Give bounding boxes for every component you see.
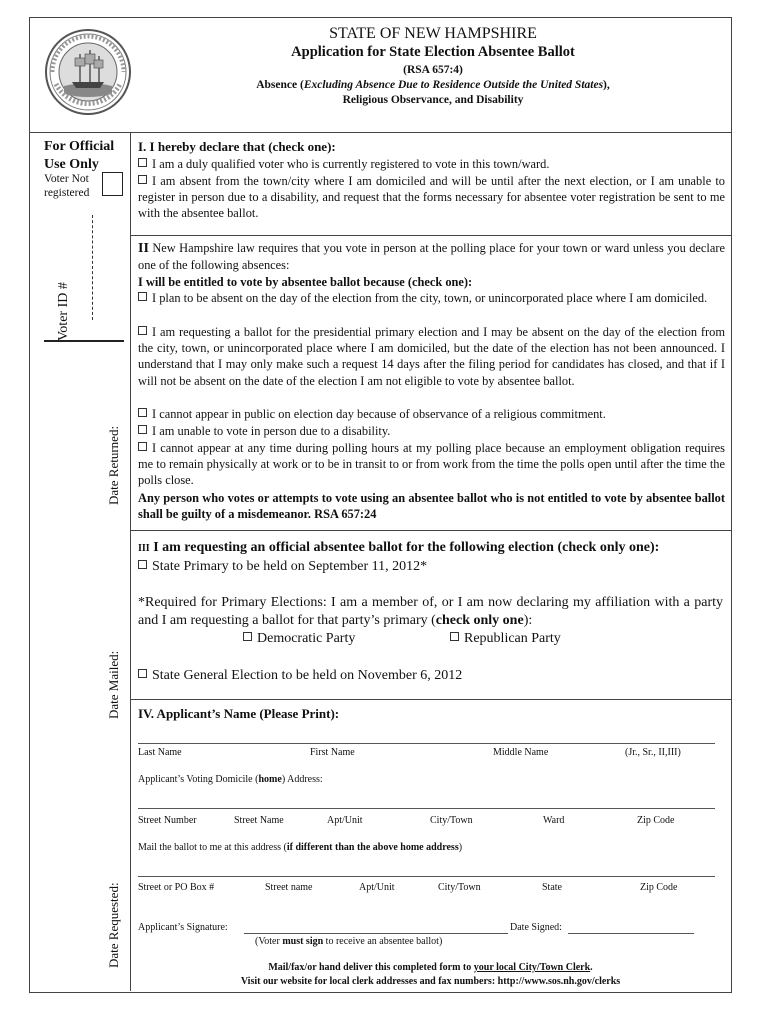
sidebar-rule xyxy=(44,340,124,342)
checkbox-icon[interactable] xyxy=(138,158,147,167)
domicile-label: Applicant’s Voting Domicile (home) Address: xyxy=(138,774,323,785)
mailing-address-input[interactable] xyxy=(138,876,715,877)
section2-option-religious[interactable]: I cannot appear in public on election day because of observance of a religious commitment. xyxy=(138,406,606,422)
date-signed-label: Date Signed: xyxy=(510,922,562,933)
checkbox-icon[interactable] xyxy=(138,292,147,301)
checkbox-icon[interactable] xyxy=(138,425,147,434)
mailing-address-label: Mail the ballot to me at this address (if different than the above home address) xyxy=(138,842,463,853)
section3-divider xyxy=(130,699,731,700)
option-general-election[interactable]: State General Election to be held on November 6, 2012 xyxy=(138,668,462,684)
domicile-address-input[interactable] xyxy=(138,808,715,809)
voter-id-label: Voter ID # xyxy=(56,282,71,341)
mail-state-label: State xyxy=(542,882,562,893)
checkbox-icon[interactable] xyxy=(450,632,459,641)
must-sign-note: (Voter must sign to receive an absentee ballot) xyxy=(255,936,443,947)
option-republican-party[interactable]: Republican Party xyxy=(450,631,561,647)
section1-heading: I. I hereby declare that (check one): xyxy=(138,139,336,154)
absence-subtitle-line2: Religious Observance, and Disability xyxy=(342,94,524,106)
absence-subtitle: Absence (Excluding Absence Due to Residence Outside the United States), xyxy=(256,79,610,91)
mail-city-town-label: City/Town xyxy=(438,882,481,893)
section4-heading: IV. Applicant’s Name (Please Print): xyxy=(138,706,340,721)
date-signed-input[interactable] xyxy=(568,933,694,934)
official-use-label: For Official Use Only xyxy=(44,139,115,172)
footer-instruction: Mail/fax/or hand deliver this completed form to your local City/Town Clerk. xyxy=(268,962,593,973)
primary-requirement: *Required for Primary Elections: I am a member of, or I am now declaring my affiliation with a party and I am requesting a ballot for that party’s primary (check only one): xyxy=(138,595,723,628)
po-box-label: Street or PO Box # xyxy=(138,882,215,893)
city-town-label: City/Town xyxy=(430,815,473,826)
checkbox-icon[interactable] xyxy=(138,560,147,569)
suffix-label: (Jr., Sr., II,III) xyxy=(625,747,681,758)
street-name-label: Street Name xyxy=(234,815,284,826)
section1-option-absent[interactable]: I am absent from the town/city where I am domiciled and will be until after the next election, or I am unable to register in person due to a disability, and request that the forms necessary for absentee voter registration be sent to me with the absentee ballot. xyxy=(138,174,725,221)
zip-code-label: Zip Code xyxy=(637,815,675,826)
last-name-label: Last Name xyxy=(138,747,182,758)
state-heading: STATE OF NEW HAMPSHIRE xyxy=(329,25,537,42)
section2-divider xyxy=(130,530,731,531)
section3-heading: III I am requesting an official absentee ballot for the following election (check only one): xyxy=(138,540,660,555)
option-state-primary[interactable]: State Primary to be held on September 11, 2012* xyxy=(138,559,427,575)
voter-not-registered-checkbox[interactable] xyxy=(102,172,123,196)
checkbox-icon[interactable] xyxy=(138,442,147,451)
mail-apt-unit-label: Apt/Unit xyxy=(359,882,395,893)
option-democratic-party[interactable]: Democratic Party xyxy=(243,631,355,647)
date-mailed-label: Date Mailed: xyxy=(106,650,121,719)
section2-option-presidential[interactable]: I am requesting a ballot for the presidential primary election and I may be absent on the day of the election from the city, town, or unincorporated place where I am domiciled, but the date of the election has not been announced. I understand that I may only make such a request 14 days after the filing period for candidates has closed, and that if I will not be absent on the date of the election I am not eligible to vote by absentee ballot. xyxy=(138,325,725,388)
street-number-label: Street Number xyxy=(138,815,197,826)
section2-heading: I will be entitled to vote by absentee ballot because (check one): xyxy=(138,275,473,289)
mail-street-name-label: Street name xyxy=(265,882,313,893)
checkbox-icon[interactable] xyxy=(138,326,147,335)
mail-zip-code-label: Zip Code xyxy=(640,882,678,893)
section2-option-absent[interactable]: I plan to be absent on the day of the election from the city, town, or unincorporated place where I am domiciled. xyxy=(138,290,725,306)
signature-input[interactable] xyxy=(244,933,508,934)
name-input[interactable] xyxy=(138,743,715,744)
section2-option-disability[interactable]: I am unable to vote in person due to a disability. xyxy=(138,423,390,439)
voter-id-field[interactable] xyxy=(92,215,93,320)
section2-warning: Any person who votes or attempts to vote using an absentee ballot who is not entitled to vote by absentee ballot shall be guilty of a misdemeanor. RSA 657:24 xyxy=(138,491,725,522)
section2-intro: II New Hampshire law requires that you vote in person at the polling place for your town or ward unless you declare one of the following absences: xyxy=(138,241,725,273)
date-requested-label: Date Requested: xyxy=(106,882,121,968)
checkbox-icon[interactable] xyxy=(138,408,147,417)
voter-not-registered-label: Voter Not registered xyxy=(44,173,90,199)
first-name-label: First Name xyxy=(310,747,355,758)
middle-name-label: Middle Name xyxy=(493,747,549,758)
section2-option-employment[interactable]: I cannot appear at any time during polling hours at my polling place because an employment obligation requires me to remain physically at work or to be in transit to or from work from the time the polls open until after the time the polls close. xyxy=(138,441,725,488)
rsa-reference: (RSA 657:4) xyxy=(403,64,463,76)
signature-label: Applicant’s Signature: xyxy=(138,922,228,933)
state-seal-icon xyxy=(44,24,132,120)
ward-label: Ward xyxy=(543,815,565,826)
date-returned-label: Date Returned: xyxy=(106,425,121,505)
checkbox-icon[interactable] xyxy=(138,669,147,678)
footer-website: Visit our website for local clerk addresses and fax numbers: http://www.sos.nh.gov/clerks xyxy=(240,976,621,987)
section1-divider xyxy=(130,235,731,236)
header-divider xyxy=(29,132,731,133)
checkbox-icon[interactable] xyxy=(243,632,252,641)
section1-option-registered[interactable]: I am a duly qualified voter who is currently registered to vote in this town/ward. xyxy=(138,156,549,172)
checkbox-icon[interactable] xyxy=(138,175,147,184)
sidebar-divider xyxy=(130,132,131,991)
form-title: Application for State Election Absentee Ballot xyxy=(291,44,575,60)
apt-unit-label: Apt/Unit xyxy=(327,815,363,826)
